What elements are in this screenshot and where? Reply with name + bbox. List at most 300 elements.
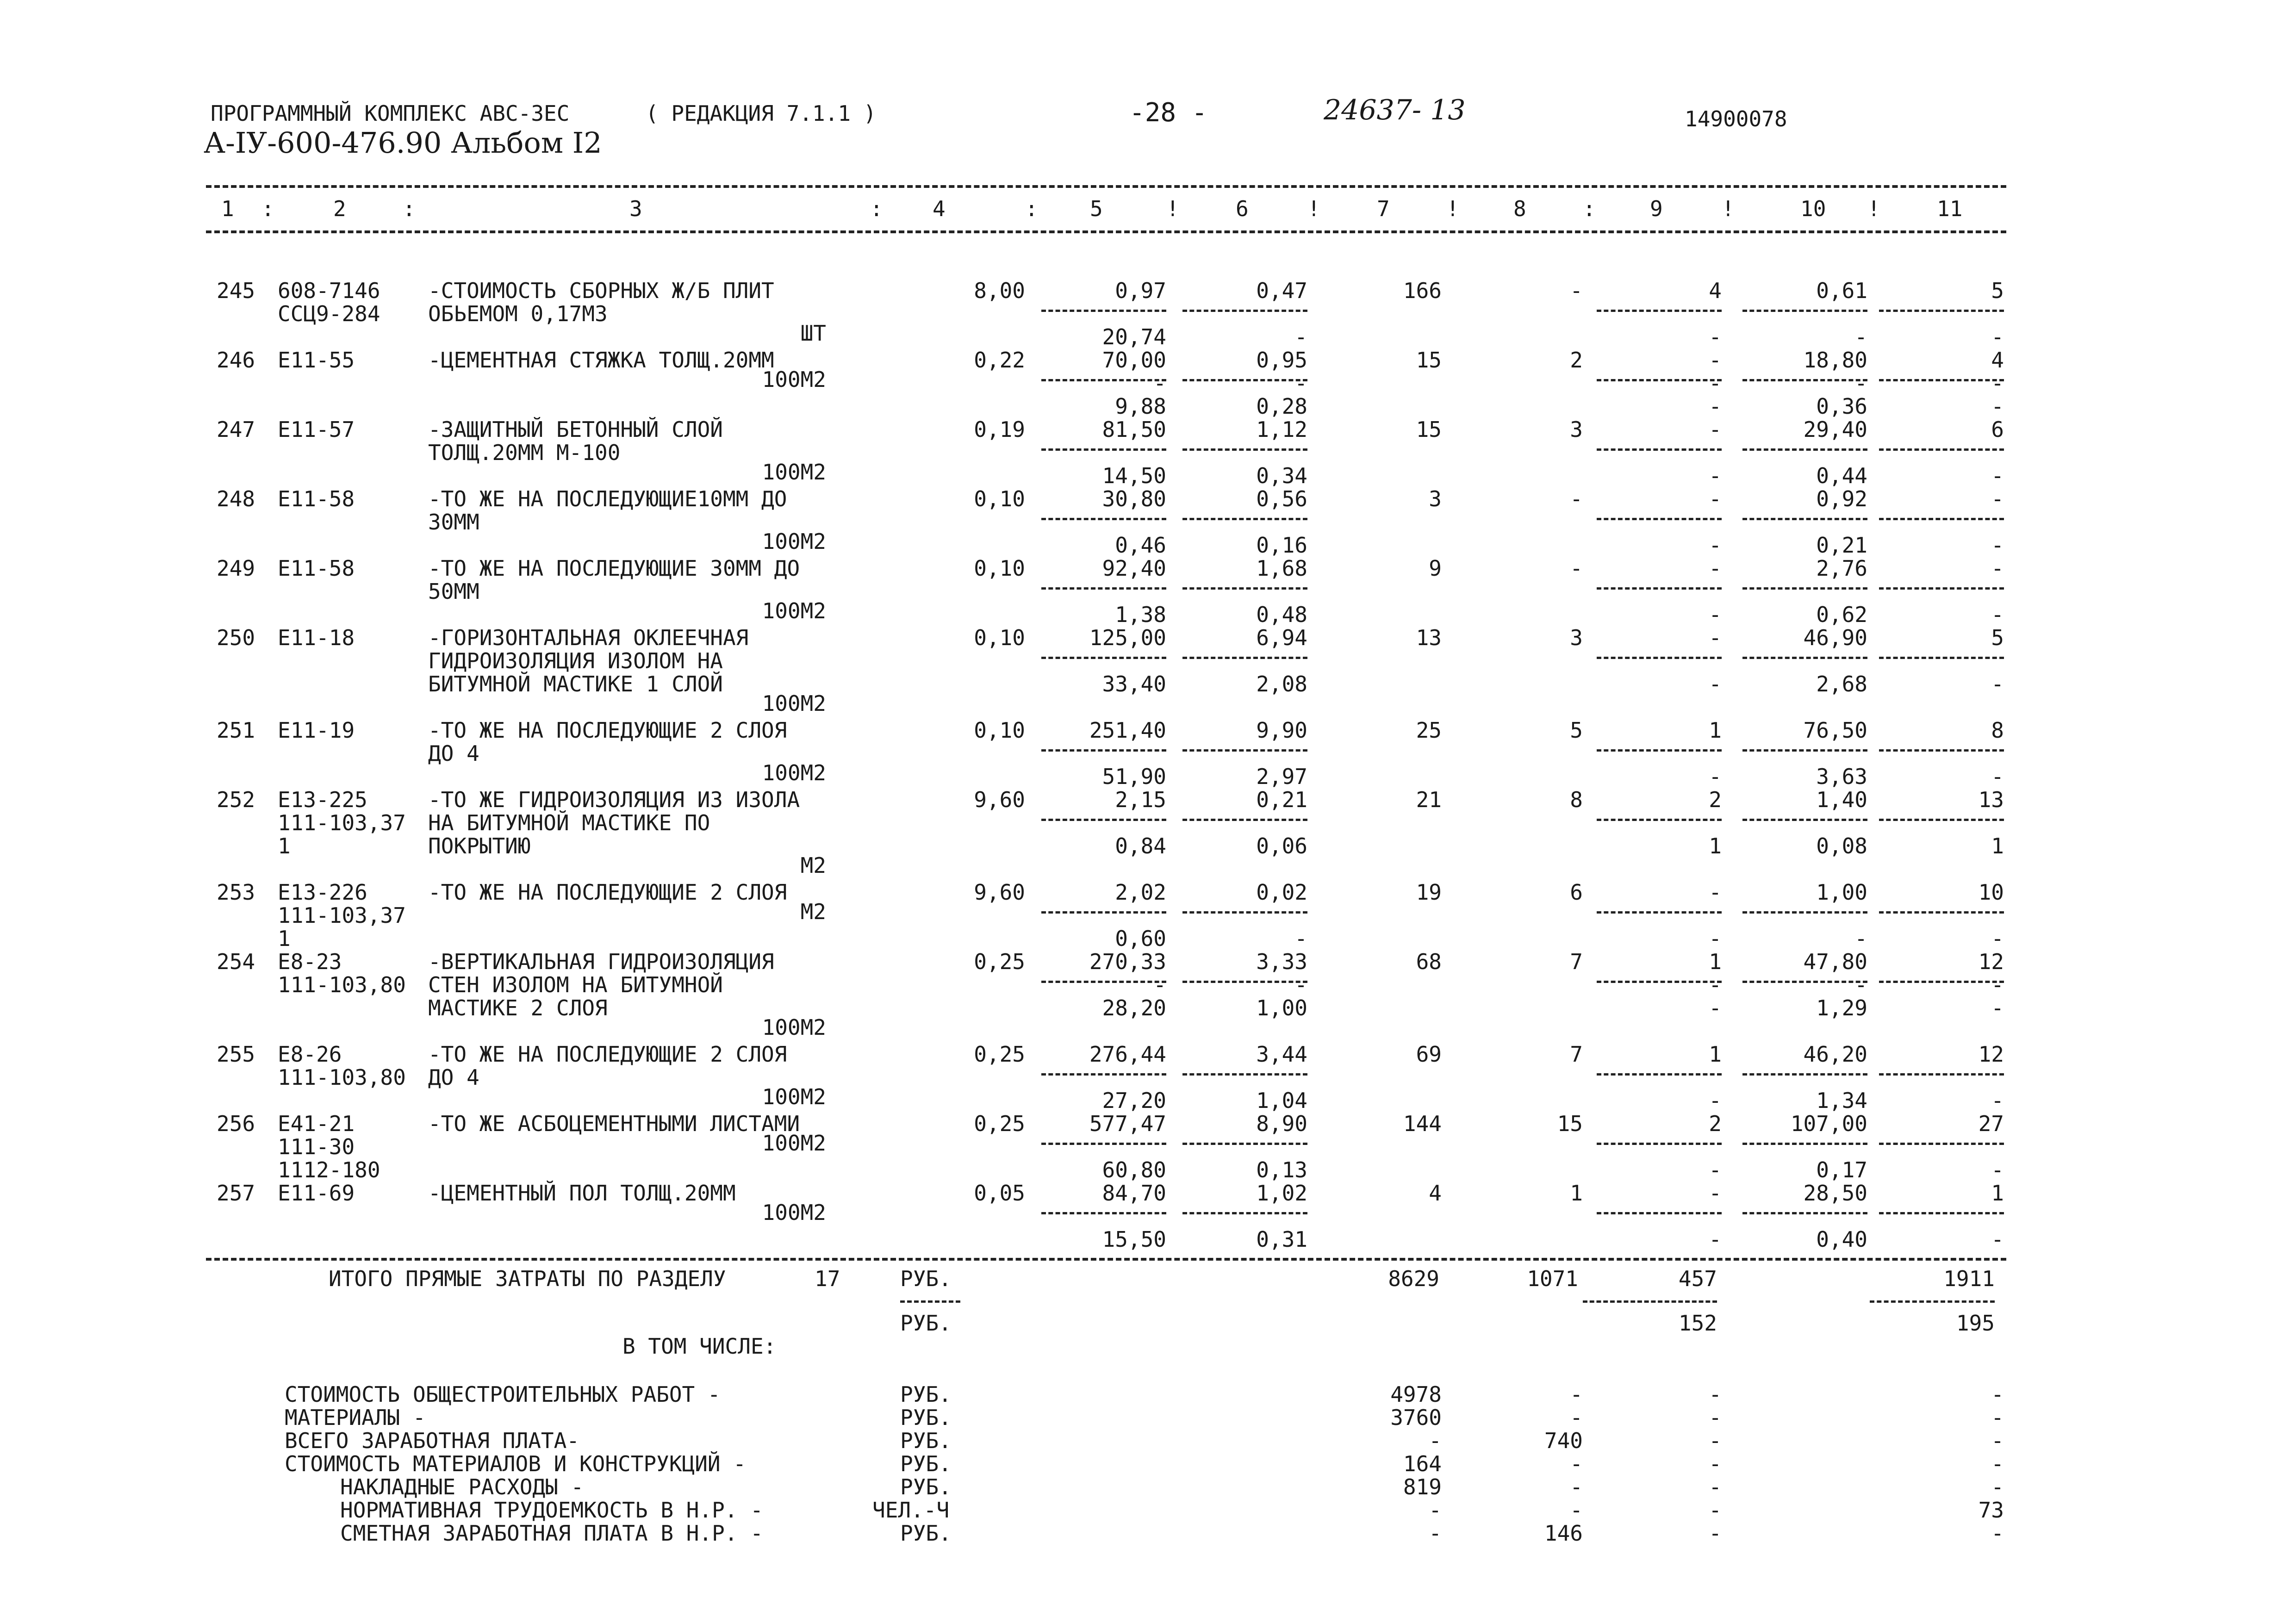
row-code: Е11-69 — [278, 1181, 355, 1206]
cell-c5: 125,00 — [1089, 625, 1166, 650]
cell-rule — [1041, 379, 1166, 381]
row-description: ГИДРОИЗОЛЯЦИЯ ИЗОЛОМ НА — [428, 648, 723, 673]
cell-c5: 51,90 — [1102, 764, 1166, 789]
cell-c5: 60,80 — [1102, 1157, 1166, 1182]
cell-c5: 2,15 — [1115, 787, 1166, 812]
row-description: -ВЕРТИКАЛЬНАЯ ГИДРОИЗОЛЯЦИЯ — [428, 949, 774, 974]
cell-c9: - — [1709, 926, 1722, 951]
cell-c5: 0,46 — [1115, 533, 1166, 558]
cell-rule — [1742, 819, 1867, 821]
cell-c9: - — [1709, 1181, 1722, 1206]
cell-rule — [1879, 518, 2004, 520]
cell-c11: - — [1991, 371, 2004, 396]
cell-c9: - — [1709, 1088, 1722, 1113]
cell-c11: - — [1991, 1088, 2004, 1113]
summary-c8: - — [1570, 1405, 1583, 1430]
row-unit: 100М2 — [762, 760, 826, 785]
row-code: Е8-23 — [278, 949, 342, 974]
cell-c9: - — [1709, 463, 1722, 488]
cell-c5: 1,38 — [1115, 602, 1166, 627]
column-header: 3 — [629, 196, 642, 221]
cell-c7: 13 — [1416, 625, 1442, 650]
cell-c11: 1 — [1991, 833, 2004, 858]
row-number: 249 — [217, 556, 255, 581]
cell-c8: 15 — [1557, 1111, 1583, 1136]
cell-rule — [1041, 981, 1166, 983]
cell-c9: - — [1709, 417, 1722, 442]
row-unit: М2 — [800, 899, 826, 924]
row-description: -ТО ЖЕ НА ПОСЛЕДУЮЩИЕ 2 СЛОЯ — [428, 718, 787, 743]
cell-c10: 2,68 — [1816, 672, 1867, 696]
row-number: 250 — [217, 625, 255, 650]
cell-rule — [1182, 448, 1307, 451]
cell-c9: 2 — [1709, 1111, 1722, 1136]
cell-rule — [1597, 310, 1722, 312]
summary-label: СМЕТНАЯ ЗАРАБОТНАЯ ПЛАТА В Н.Р. - — [340, 1521, 763, 1546]
row-unit: 100М2 — [762, 691, 826, 716]
cell-c6: 3,33 — [1256, 949, 1307, 974]
cell-c10: 0,92 — [1816, 486, 1867, 511]
summary-c9: - — [1709, 1474, 1722, 1499]
cell-rule — [1182, 1143, 1307, 1145]
cell-c9: - — [1709, 672, 1722, 696]
cell-rule — [1879, 657, 2004, 659]
cell-c7: 19 — [1416, 880, 1442, 905]
cell-c7: 9 — [1429, 556, 1442, 581]
cell-rule — [1182, 1073, 1307, 1076]
cell-rule — [1041, 1212, 1166, 1214]
summary-c11: - — [1991, 1474, 2004, 1499]
summary-c11: 73 — [1978, 1498, 2004, 1523]
row-code: 1 — [278, 833, 291, 858]
document-code: 14900078 — [1685, 106, 1787, 131]
cell-c10: 0,17 — [1816, 1157, 1867, 1182]
row-code: Е41-21 — [278, 1111, 355, 1136]
cell-rule — [1041, 587, 1166, 590]
cell-rule — [1742, 448, 1867, 451]
cell-c10: 1,34 — [1816, 1088, 1867, 1113]
cell-c10: 0,62 — [1816, 602, 1867, 627]
cell-c11: - — [1991, 672, 2004, 696]
cell-c11: - — [1991, 1157, 2004, 1182]
cell-c8: 3 — [1570, 625, 1583, 650]
cell-c11: - — [1991, 1227, 2004, 1252]
row-description: НА БИТУМНОЙ МАСТИКЕ ПО — [428, 810, 710, 835]
totals-section: 17 — [815, 1266, 840, 1291]
summary-c8: - — [1570, 1498, 1583, 1523]
cell-rule — [1182, 1212, 1307, 1214]
column-header: 1 — [221, 196, 234, 221]
row-unit: 100М2 — [762, 598, 826, 623]
cell-c6: 0,13 — [1256, 1157, 1307, 1182]
column-header: 2 — [333, 196, 346, 221]
cell-c5: 14,50 — [1102, 463, 1166, 488]
row-quantity: 9,60 — [974, 787, 1025, 812]
cell-c6: 0,28 — [1256, 394, 1307, 419]
row-code: ССЦ9-284 — [278, 301, 380, 326]
cell-c11: - — [1991, 533, 2004, 558]
program-title: ПРОГРАММНЫЙ КОМПЛЕКС АВС-3ЕС — [211, 101, 570, 126]
row-number: 253 — [217, 880, 255, 905]
cell-rule — [1597, 749, 1722, 752]
cell-rule — [1879, 310, 2004, 312]
row-quantity: 0,10 — [974, 625, 1025, 650]
cell-rule — [1597, 1143, 1722, 1145]
cell-rule — [1041, 310, 1166, 312]
row-number: 251 — [217, 718, 255, 743]
cell-c11: - — [1991, 556, 2004, 581]
summary-unit: ЧЕЛ.-Ч — [872, 1498, 950, 1523]
cell-c7: 3 — [1429, 486, 1442, 511]
cell-rule — [1742, 749, 1867, 752]
row-description: -ЗАЩИТНЫЙ БЕТОННЫЙ СЛОЙ — [428, 417, 723, 442]
cell-c11: - — [1991, 764, 2004, 789]
summary-c7: - — [1429, 1428, 1442, 1453]
row-number: 254 — [217, 949, 255, 974]
cell-rule — [1879, 379, 2004, 381]
cell-c10: 0,44 — [1816, 463, 1867, 488]
row-code: 111-103,37 — [278, 810, 406, 835]
cell-rule — [1182, 911, 1307, 914]
summary-c7: 164 — [1403, 1451, 1442, 1476]
cell-rule — [1182, 981, 1307, 983]
cell-c6: 1,12 — [1256, 417, 1307, 442]
row-number: 255 — [217, 1042, 255, 1067]
cell-c9: 2 — [1709, 787, 1722, 812]
summary-unit: РУБ. — [900, 1474, 952, 1499]
cell-c6: 1,04 — [1256, 1088, 1307, 1113]
cell-c11: - — [1991, 926, 2004, 951]
summary-unit: РУБ. — [900, 1382, 952, 1407]
cell-c6: 8,90 — [1256, 1111, 1307, 1136]
column-separator: ! — [1166, 196, 1179, 221]
row-number: 248 — [217, 486, 255, 511]
cell-c8: 2 — [1570, 348, 1583, 373]
cell-c10: 0,40 — [1816, 1227, 1867, 1252]
cell-c5: - — [1153, 972, 1166, 997]
cell-c9: - — [1709, 602, 1722, 627]
row-number: 245 — [217, 278, 255, 303]
row-quantity: 0,22 — [974, 348, 1025, 373]
row-code: 111-103,80 — [278, 1065, 406, 1090]
row-code: Е8-26 — [278, 1042, 342, 1067]
cell-c8: - — [1570, 556, 1583, 581]
cell-c7: 25 — [1416, 718, 1442, 743]
cell-c11: 13 — [1978, 787, 2004, 812]
cell-rule — [1182, 657, 1307, 659]
column-header: 11 — [1937, 196, 1963, 221]
row-quantity: 0,10 — [974, 556, 1025, 581]
row-quantity: 0,10 — [974, 486, 1025, 511]
column-separator: : — [403, 196, 416, 221]
row-quantity: 8,00 — [974, 278, 1025, 303]
cell-c9: 1 — [1709, 1042, 1722, 1067]
column-separator: ! — [1446, 196, 1459, 221]
cell-c9: - — [1709, 324, 1722, 349]
cell-rule — [1879, 911, 2004, 914]
row-quantity: 0,19 — [974, 417, 1025, 442]
cell-rule — [1742, 587, 1867, 590]
row-description: ТОЛЩ.20ММ М-100 — [428, 440, 621, 465]
cell-c8: 1 — [1570, 1181, 1583, 1206]
cell-c9: - — [1709, 394, 1722, 419]
row-description: СТЕН ИЗОЛОМ НА БИТУМНОЙ — [428, 972, 723, 997]
column-header: 10 — [1800, 196, 1826, 221]
summary-unit: РУБ. — [900, 1428, 952, 1453]
row-quantity: 0,25 — [974, 1042, 1025, 1067]
summary-c8: 146 — [1544, 1521, 1583, 1546]
row-number: 252 — [217, 787, 255, 812]
cell-c6: 0,48 — [1256, 602, 1307, 627]
cell-c11: 8 — [1991, 718, 2004, 743]
cell-c10: 107,00 — [1790, 1111, 1867, 1136]
cell-c10: 46,90 — [1803, 625, 1867, 650]
row-number: 247 — [217, 417, 255, 442]
cell-c6: 0,34 — [1256, 463, 1307, 488]
row-number: 246 — [217, 348, 255, 373]
cell-c6: 1,02 — [1256, 1181, 1307, 1206]
cell-c6: 0,16 — [1256, 533, 1307, 558]
cell-c9: - — [1709, 764, 1722, 789]
cell-c6: 2,97 — [1256, 764, 1307, 789]
cell-c7: 144 — [1403, 1111, 1442, 1136]
cell-c7: 15 — [1416, 348, 1442, 373]
row-description: -СТОИМОСТЬ СБОРНЫХ Ж/Б ПЛИТ — [428, 278, 774, 303]
summary-c7: 3760 — [1390, 1405, 1442, 1430]
row-quantity: 0,05 — [974, 1181, 1025, 1206]
column-separator: : — [261, 196, 274, 221]
cell-c11: - — [1991, 486, 2004, 511]
column-header: 9 — [1650, 196, 1663, 221]
totals-c8: 1071 — [1527, 1266, 1578, 1291]
cell-rule — [1182, 749, 1307, 752]
cell-c5: 20,74 — [1102, 324, 1166, 349]
cell-c7: 4 — [1429, 1181, 1442, 1206]
summary-label: НОРМАТИВНАЯ ТРУДОЕМКОСТЬ В Н.Р. - — [340, 1498, 763, 1523]
cell-c10: 3,63 — [1816, 764, 1867, 789]
cell-c8: 7 — [1570, 1042, 1583, 1067]
summary-c7: - — [1429, 1521, 1442, 1546]
cell-c5: 276,44 — [1089, 1042, 1166, 1067]
summary-c9: - — [1709, 1521, 1722, 1546]
summary-c9: - — [1709, 1382, 1722, 1407]
cell-c8: 6 — [1570, 880, 1583, 905]
cell-rule — [1041, 749, 1166, 752]
column-separator: ! — [1722, 196, 1735, 221]
summary-c9: - — [1709, 1428, 1722, 1453]
cell-c5: 251,40 — [1089, 718, 1166, 743]
cell-rule — [1041, 1143, 1166, 1145]
cell-c7: 15 — [1416, 417, 1442, 442]
cell-c10: 28,50 — [1803, 1181, 1867, 1206]
cell-c11: 12 — [1978, 1042, 2004, 1067]
cell-rule — [1879, 749, 2004, 752]
cell-c11: - — [1991, 602, 2004, 627]
cell-c10: - — [1854, 371, 1867, 396]
cell-c5: 9,88 — [1115, 394, 1166, 419]
row-quantity: 9,60 — [974, 880, 1025, 905]
row-unit: 100М2 — [762, 460, 826, 485]
row-unit: 100М2 — [762, 1015, 826, 1040]
edition-label: ( РЕДАКЦИЯ 7.1.1 ) — [646, 101, 877, 126]
cell-c9: - — [1709, 972, 1722, 997]
totals-c9b: 152 — [1678, 1311, 1717, 1336]
cell-c10: 46,20 — [1803, 1042, 1867, 1067]
row-code: 111-30 — [278, 1134, 355, 1159]
cell-c5: 0,60 — [1115, 926, 1166, 951]
row-code: Е11-58 — [278, 556, 355, 581]
row-code: 111-103,80 — [278, 972, 406, 997]
cell-c10: - — [1854, 972, 1867, 997]
cell-c10: 1,40 — [1816, 787, 1867, 812]
column-header: 6 — [1236, 196, 1249, 221]
cell-c6: 0,47 — [1256, 278, 1307, 303]
row-code: Е11-57 — [278, 417, 355, 442]
row-description: -ГОРИЗОНТАЛЬНАЯ ОКЛЕЕЧНАЯ — [428, 625, 749, 650]
row-quantity: 0,25 — [974, 1111, 1025, 1136]
cell-rule — [1742, 310, 1867, 312]
cell-c7: 21 — [1416, 787, 1442, 812]
cell-rule — [1742, 981, 1867, 983]
cell-c9: - — [1709, 1157, 1722, 1182]
cell-c8: 7 — [1570, 949, 1583, 974]
column-separator: ! — [1307, 196, 1320, 221]
cell-c5: 92,40 — [1102, 556, 1166, 581]
row-description: -ТО ЖЕ АСБОЦЕМЕНТНЫМИ ЛИСТАМИ — [428, 1111, 800, 1136]
row-description: МАСТИКЕ 2 СЛОЯ — [428, 995, 608, 1020]
cell-c8: 3 — [1570, 417, 1583, 442]
row-description: ПОКРЫТИЮ — [428, 833, 531, 858]
album-title: А-IУ-600-476.90 Альбом I2 — [204, 126, 602, 160]
totals-c7: 8629 — [1388, 1266, 1439, 1291]
column-separator: : — [1583, 196, 1596, 221]
cell-rule — [1597, 657, 1722, 659]
cell-c5: 0,97 — [1115, 278, 1166, 303]
cell-c10: - — [1854, 324, 1867, 349]
cell-rule — [1597, 911, 1722, 914]
row-unit: 100М2 — [762, 1131, 826, 1156]
cell-rule — [1879, 981, 2004, 983]
totals-c11: 1911 — [1943, 1266, 1995, 1291]
totals-unit2: РУБ. — [900, 1311, 952, 1336]
cell-rule — [1041, 657, 1166, 659]
cell-rule — [1597, 448, 1722, 451]
cell-c9: - — [1709, 371, 1722, 396]
cell-c9: - — [1709, 1227, 1722, 1252]
cell-c10: 29,40 — [1803, 417, 1867, 442]
cell-c11: 12 — [1978, 949, 2004, 974]
cell-rule — [1879, 587, 2004, 590]
cell-c10: 0,08 — [1816, 833, 1867, 858]
totals-unit: РУБ. — [900, 1266, 952, 1291]
column-separator: ! — [1867, 196, 1880, 221]
cell-rule — [1182, 819, 1307, 821]
row-unit: ШТ — [800, 321, 826, 346]
summary-c11: - — [1991, 1521, 2004, 1546]
column-separator: : — [870, 196, 883, 221]
cell-c11: - — [1991, 394, 2004, 419]
cell-rule — [1041, 1073, 1166, 1076]
summary-c9: - — [1709, 1405, 1722, 1430]
summary-c8: - — [1570, 1382, 1583, 1407]
cell-c8: - — [1570, 486, 1583, 511]
cell-c7: 166 — [1403, 278, 1442, 303]
row-description: 50ММ — [428, 579, 479, 604]
summary-label: НАКЛАДНЫЕ РАСХОДЫ - — [340, 1474, 584, 1499]
summary-c11: - — [1991, 1405, 2004, 1430]
cell-c6: 2,08 — [1256, 672, 1307, 696]
cell-rule — [1041, 448, 1166, 451]
row-description: -ЦЕМЕНТНАЯ СТЯЖКА ТОЛЩ.20ММ — [428, 348, 774, 373]
summary-c7: 4978 — [1390, 1382, 1442, 1407]
cell-c10: - — [1854, 926, 1867, 951]
row-description: -ТО ЖЕ НА ПОСЛЕДУЮЩИЕ 2 СЛОЯ — [428, 880, 787, 905]
cell-c6: 6,94 — [1256, 625, 1307, 650]
row-description: ДО 4 — [428, 1065, 479, 1090]
summary-c7: 819 — [1403, 1474, 1442, 1499]
cell-c6: 0,21 — [1256, 787, 1307, 812]
row-quantity: 0,25 — [974, 949, 1025, 974]
row-description: -ТО ЖЕ ГИДРОИЗОЛЯЦИЯ ИЗ ИЗОЛА — [428, 787, 800, 812]
cell-c11: 5 — [1991, 278, 2004, 303]
cell-c9: 1 — [1709, 833, 1722, 858]
totals-c11-rule — [1870, 1300, 1995, 1303]
row-number: 257 — [217, 1181, 255, 1206]
row-code: Е11-58 — [278, 486, 355, 511]
cell-c6: - — [1294, 972, 1307, 997]
cell-rule — [1041, 819, 1166, 821]
cell-rule — [1041, 518, 1166, 520]
cell-c6: 1,00 — [1256, 995, 1307, 1020]
summary-label: МАТЕРИАЛЫ - — [285, 1405, 426, 1430]
row-code: Е11-18 — [278, 625, 355, 650]
totals-c9-rule — [1583, 1300, 1717, 1303]
cell-c8: - — [1570, 278, 1583, 303]
row-unit: 100М2 — [762, 1200, 826, 1225]
cell-rule — [1597, 1212, 1722, 1214]
summary-c7: - — [1429, 1498, 1442, 1523]
cell-rule — [1742, 379, 1867, 381]
cell-c9: - — [1709, 533, 1722, 558]
handwritten-number: 24637- 13 — [1324, 94, 1466, 126]
cell-rule — [1182, 379, 1307, 381]
cell-c5: 270,33 — [1089, 949, 1166, 974]
cell-c11: - — [1991, 463, 2004, 488]
cell-c5: 577,47 — [1089, 1111, 1166, 1136]
row-description: -ЦЕМЕНТНЫЙ ПОЛ ТОЛЩ.20ММ — [428, 1181, 736, 1206]
cell-c6: 1,68 — [1256, 556, 1307, 581]
cell-c6: 0,31 — [1256, 1227, 1307, 1252]
totals-c9: 457 — [1678, 1266, 1717, 1291]
cell-c5: 33,40 — [1102, 672, 1166, 696]
cell-rule — [1041, 911, 1166, 914]
summary-c11: - — [1991, 1428, 2004, 1453]
column-header: 8 — [1513, 196, 1526, 221]
cell-c9: - — [1709, 556, 1722, 581]
column-separator: : — [1025, 196, 1038, 221]
row-quantity: 0,10 — [974, 718, 1025, 743]
totals-label: ИТОГО ПРЯМЫЕ ЗАТРАТЫ ПО РАЗДЕЛУ — [329, 1266, 726, 1291]
cell-c9: - — [1709, 995, 1722, 1020]
row-code: Е13-225 — [278, 787, 367, 812]
cell-c9: - — [1709, 625, 1722, 650]
summary-unit: РУБ. — [900, 1521, 952, 1546]
row-code: Е13-226 — [278, 880, 367, 905]
summary-label: ВСЕГО ЗАРАБОТНАЯ ПЛАТА- — [285, 1428, 579, 1453]
summary-label: СТОИМОСТЬ ОБЩЕСТРОИТЕЛЬНЫХ РАБОТ - — [285, 1382, 721, 1407]
table-bottom-rule — [206, 1258, 2006, 1261]
cell-c11: 1 — [1991, 1181, 2004, 1206]
